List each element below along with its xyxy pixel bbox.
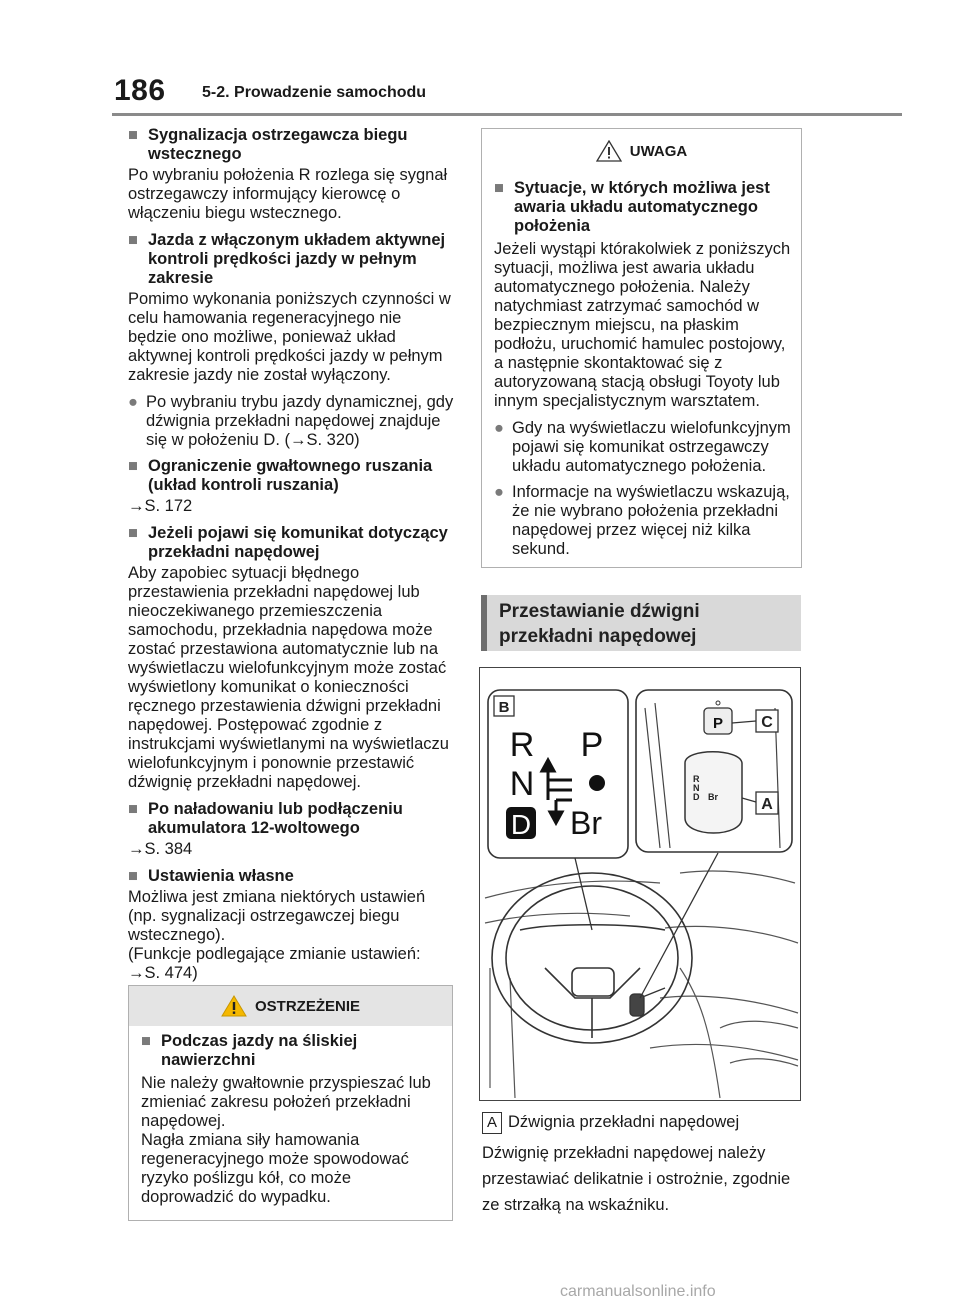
ref-launch-control: →S. 172: [128, 497, 193, 515]
figure-label-a: A: [761, 796, 773, 813]
page-number: 186: [114, 74, 166, 107]
heading-battery: ■ Po naładowaniu lub podłączeniu akumulatora 12-woltowego: [128, 800, 454, 838]
svg-text:Br: Br: [708, 792, 719, 802]
warning-header: [129, 986, 452, 1026]
heading-cruise-control: ■ Jazda z włączonym układem aktywnej kontroli prędkości jazdy w pełnym zakresie: [128, 231, 454, 288]
para-cruise-control: Pomimo wykonania poniższych czynności w celu hamowania regeneracyjnego nie będzie ono możliwe, ponieważ układ aktywnej kontroli prędkości jazdy w pełnym zakresie jazdy nie został wyłączony.: [128, 290, 451, 384]
figure-label-b: B: [498, 699, 510, 716]
section-heading: Przestawianie dźwigni przekładni napędowej: [481, 595, 801, 651]
para-customization: Możliwa jest zmiana niektórych ustawień (np. sygnalizacji ostrzegawczej biegu wstecznego). (Funkcje podlegające zmianie ustawień: →S. 474): [128, 888, 426, 982]
heading-customization: ■ Ustawienia własne: [128, 867, 454, 886]
gear-p-label: P: [580, 726, 604, 764]
para-reverse-warning: Po wybraniu położenia R rozlega się sygnał ostrzegawczy informujący kierowcę o włączeniu biegu wstecznego.: [128, 166, 448, 222]
heading-launch-control: ■ Ograniczenie gwałtownego ruszania (układ kontroli ruszania): [128, 457, 454, 495]
warning-box: [128, 985, 453, 1221]
bullet-dot-icon: ●: [494, 483, 504, 501]
knob-p-label: P: [712, 715, 724, 732]
watermark: carmanualsonline.info: [560, 1283, 716, 1300]
heading-transmission-message: ■ Jeżeli pojawi się komunikat dotyczący przekładni napędowej: [128, 524, 454, 562]
caution-text: Jeżeli wystąpi którakolwiek z poniższych sytuacji, możliwa jest awaria układu automatycznego położenia. Należy natychmiast zatrzymać samochód w bezpiecznym miejscu, na płaskim podłożu, uruchomić hamulec postojowy, a następnie skontaktować się z autoryzowaną stacją obsługi Toyoty lub innym specjalistycznym warsztatem.: [494, 240, 791, 410]
inset-b: [488, 690, 628, 858]
svg-text:R: R: [693, 774, 700, 784]
bullet-dot-icon: ●: [128, 393, 138, 411]
svg-text:D: D: [693, 792, 700, 802]
section-title: 5-2. Prowadzenie samochodu: [202, 84, 427, 101]
shift-lever-figure: [479, 667, 801, 1101]
heading-reverse-warning: ■ Sygnalizacja ostrzegawcza biegu wstecznego: [128, 126, 454, 164]
caption-title: Dźwignia przekładni napędowej: [508, 1113, 740, 1131]
caution-triangle-icon: [596, 140, 622, 162]
warning-triangle-icon: [221, 995, 247, 1017]
caution-box: [481, 128, 802, 568]
warning-body: [129, 1026, 452, 1207]
caption-label: A: [482, 1112, 502, 1134]
warning-text: Nie należy gwałtownie przyspieszać lub zmieniać zakresu położeń przekładni napędowej. Nagła zmiana siły hamowania regeneracyjnego może spowodować ryzyko poślizgu kół, co może doprowadzić do wypadku.: [141, 1074, 431, 1206]
caution-bullet: ● Informacje na wyświetlaczu wskazują, że nie wybrano położenia przekładni napędowej przez więcej niż kilka sekund.: [494, 483, 790, 558]
ref-battery: →S. 384: [128, 840, 193, 858]
gear-n-label: N: [509, 765, 535, 803]
bullet-dot-icon: ●: [494, 419, 504, 437]
warning-title: OSTRZEŻENIE: [254, 997, 360, 1015]
header-rule: [112, 113, 902, 116]
warning-heading: ■ Podczas jazdy na śliskiej nawierzchni: [141, 1032, 442, 1070]
caution-heading: ■ Sytuacje, w których możliwa jest awaria układu automatycznego położenia: [494, 179, 791, 236]
para-transmission-message: Aby zapobiec sytuacji błędnego przestawienia przekładni napędowej lub nieoczekiwanego przemieszczenia samochodu, przekładnia napędowa może zostać przestawiona automatycznie lub na wyświetlaczu wielofunkcyjnym może zostać wyświetlony komunikat o konieczności ręcznego przestawienia dźwigni przekładni napędowej. Postępować zgodnie z instrukcjami wyświetlanymi na wyświetlaczu wielofunkcyjnym i ponownie przestawić dźwignię przekładni napędowej.: [128, 564, 449, 791]
gear-r-label: R: [509, 726, 535, 764]
caution-title: UWAGA: [629, 142, 688, 160]
park-dot-icon: [589, 775, 605, 791]
caption-text: Dźwignię przekładni napędowej należy przestawiać delikatnie i ostrożnie, zgodnie ze strzałką na wskaźniku.: [482, 1144, 791, 1214]
bullet-dynamic-mode: ● Po wybraniu trybu jazdy dynamicznej, gdy dźwignia przekładni napędowej znajduje się w położeniu D. (→S. 320): [128, 393, 454, 449]
gear-d-label: D: [510, 809, 532, 840]
svg-text:N: N: [693, 783, 700, 793]
caution-body: [482, 173, 801, 559]
shift-lever-illustration: [480, 668, 799, 1099]
gear-br-label: Br: [570, 805, 602, 841]
caution-header: [482, 129, 801, 173]
inset-ac: [636, 690, 792, 852]
caution-bullet: ● Gdy na wyświetlaczu wielofunkcyjnym pojawi się komunikat ostrzegawczy układu automatycznego położenia.: [494, 419, 791, 475]
figure-caption: [482, 1112, 802, 1134]
left-column: [128, 126, 454, 991]
figure-label-c: C: [761, 714, 773, 731]
